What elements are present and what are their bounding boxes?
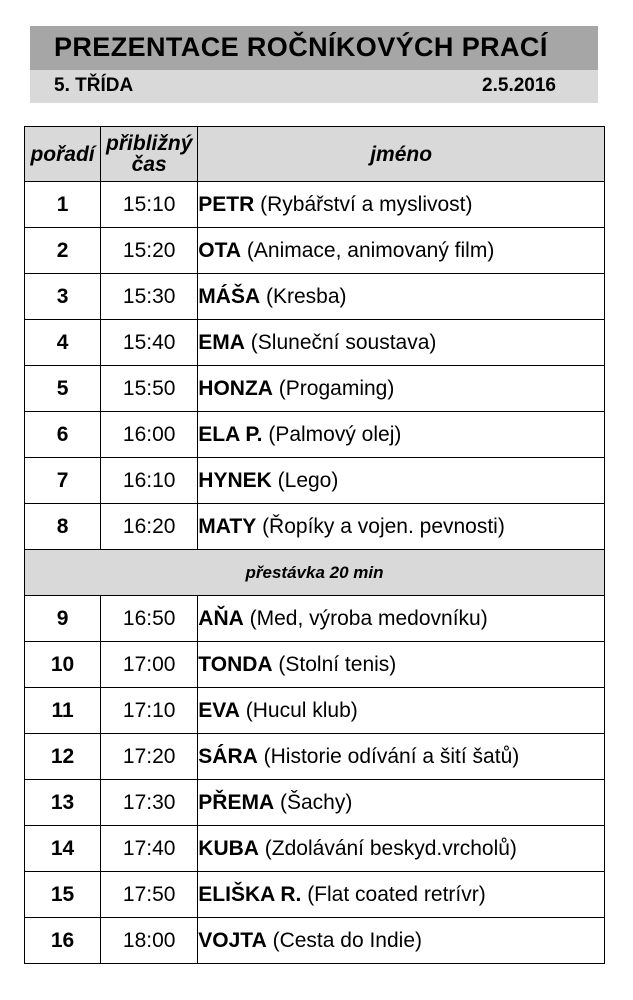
order-cell: 10 [25,642,101,688]
student-name: SÁRA [198,744,258,768]
header-time-line1: přibližný [106,132,193,155]
time-cell: 15:20 [101,228,198,274]
time-cell: 16:10 [101,458,198,504]
header-order: pořadí [25,127,101,182]
time-cell: 16:50 [101,596,198,642]
table-row [25,412,605,458]
name-cell [198,826,605,872]
page-title: PREZENTACE ROČNÍKOVÝCH PRACÍ [54,32,548,62]
time-cell: 17:10 [101,688,198,734]
student-name: PETR [198,192,255,216]
project-topic: (Palmový olej) [268,422,402,446]
class-label: 5. TŘÍDA [54,75,134,96]
student-name: HONZA [198,376,273,400]
document-header [30,26,598,103]
table-row [25,918,605,964]
project-topic: (Med, výroba medovníku) [249,606,488,630]
break-label: přestávka 20 min [25,550,605,596]
table-row [25,596,605,642]
order-cell: 3 [25,274,101,320]
time-cell: 17:40 [101,826,198,872]
project-topic: (Animace, animovaný film) [246,238,495,262]
schedule-table [24,126,605,964]
student-name: MATY [198,514,257,538]
schedule-part-2 [25,596,605,964]
break-section [25,550,605,596]
table-row [25,826,605,872]
project-topic: (Hucul klub) [245,698,358,722]
name-cell [198,412,605,458]
time-cell: 17:20 [101,734,198,780]
name-cell [198,918,605,964]
time-cell: 17:30 [101,780,198,826]
order-cell: 11 [25,688,101,734]
order-cell: 15 [25,872,101,918]
name-cell [198,780,605,826]
time-cell: 16:20 [101,504,198,550]
student-name: AŇA [198,606,244,630]
table-header-row [25,127,605,182]
order-cell: 9 [25,596,101,642]
order-cell: 1 [25,182,101,228]
project-topic: (Stolní tenis) [278,652,397,676]
order-cell: 12 [25,734,101,780]
header-time [101,127,198,182]
student-name: EVA [198,698,240,722]
name-cell [198,458,605,504]
name-cell [198,688,605,734]
table-row [25,228,605,274]
time-cell: 17:00 [101,642,198,688]
time-cell: 15:10 [101,182,198,228]
table-row [25,872,605,918]
header-time-line2: čas [131,153,167,176]
project-topic: (Kresba) [265,284,347,308]
name-cell [198,320,605,366]
order-cell: 13 [25,780,101,826]
time-cell: 17:50 [101,872,198,918]
order-cell: 16 [25,918,101,964]
student-name: TONDA [198,652,273,676]
header-name: jméno [198,127,605,182]
break-row [25,550,605,596]
table-row [25,320,605,366]
table-row [25,458,605,504]
date-label: 2.5.2016 [482,75,556,96]
table-row [25,182,605,228]
project-topic: (Sluneční soustava) [250,330,437,354]
project-topic: (Rybářství a myslivost) [260,192,473,216]
name-cell [198,734,605,780]
project-topic: (Zdolávání beskyd.vrcholů) [264,836,517,860]
project-topic: (Progaming) [278,376,395,400]
name-cell [198,228,605,274]
order-cell: 5 [25,366,101,412]
order-cell: 7 [25,458,101,504]
student-name: ELA P. [198,422,263,446]
student-name: VOJTA [198,928,267,952]
project-topic: (Historie odívání a šití šatů) [263,744,520,768]
student-name: KUBA [198,836,259,860]
order-cell: 6 [25,412,101,458]
order-cell: 14 [25,826,101,872]
project-topic: (Řopíky a vojen. pevnosti) [262,514,505,538]
student-name: OTA [198,238,242,262]
schedule-part-1 [25,182,605,550]
name-cell [198,366,605,412]
table-row [25,642,605,688]
name-cell [198,274,605,320]
student-name: MÁŠA [198,284,261,308]
table-row [25,780,605,826]
project-topic: (Šachy) [279,790,353,814]
time-cell: 16:00 [101,412,198,458]
time-cell: 15:30 [101,274,198,320]
table-row [25,734,605,780]
table-row [25,366,605,412]
table-row [25,688,605,734]
time-cell: 18:00 [101,918,198,964]
order-cell: 4 [25,320,101,366]
order-cell: 2 [25,228,101,274]
order-cell: 8 [25,504,101,550]
name-cell [198,872,605,918]
name-cell [198,182,605,228]
header-subbar [30,70,598,103]
table-row [25,504,605,550]
project-topic: (Cesta do Indie) [272,928,423,952]
project-topic: (Lego) [277,468,339,492]
student-name: ELIŠKA R. [198,882,302,906]
time-cell: 15:50 [101,366,198,412]
table-row [25,274,605,320]
name-cell [198,504,605,550]
time-cell: 15:40 [101,320,198,366]
name-cell [198,642,605,688]
student-name: HYNEK [198,468,272,492]
name-cell [198,596,605,642]
project-topic: (Flat coated retrívr) [307,882,486,906]
student-name: PŘEMA [198,790,275,814]
student-name: EMA [198,330,245,354]
